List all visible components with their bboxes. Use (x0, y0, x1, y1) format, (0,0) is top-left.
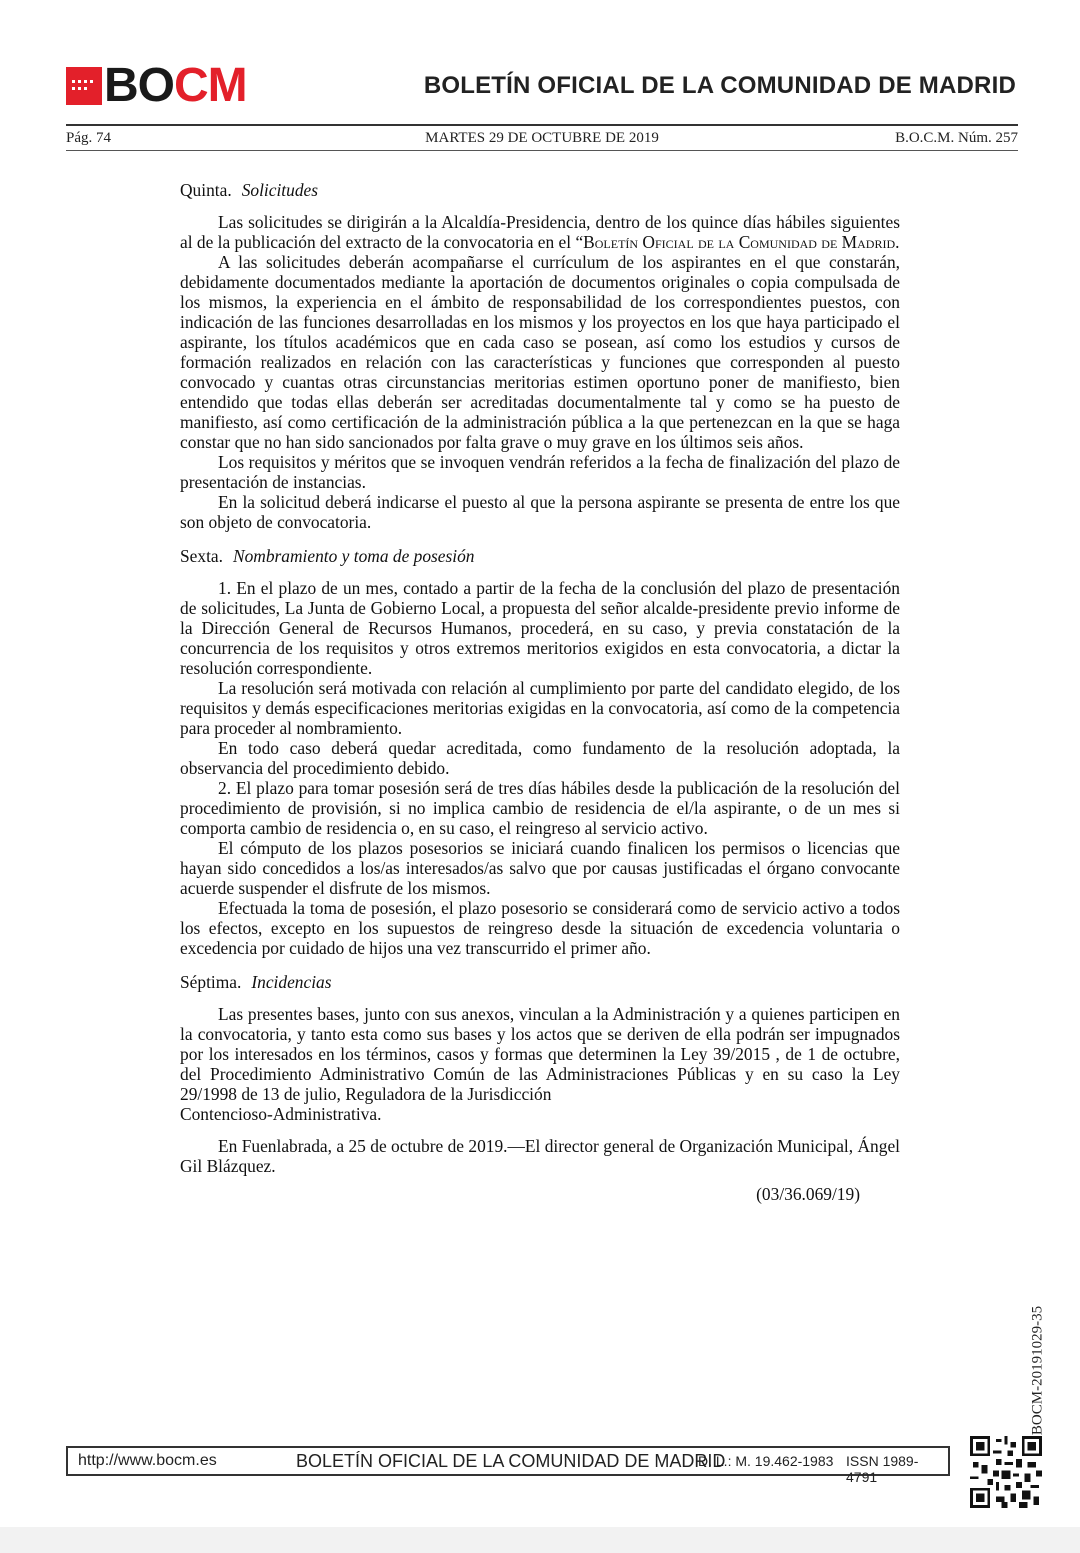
paragraph: A las solicitudes deberán acompañarse el currículum de los aspirantes en el que constarán, debidamente documentados mediante la aportación de documentos originales o copia compulsada de los mismos, la experiencia en el ámbito de responsabilidad de los correspondientes puestos, con indicación de las funciones desarrolladas en los mismos y los proyectos en los que haya participado el aspirante, los títulos académicos que en cada caso se posean, así como los estudios y cursos de formación realizados en relación con las características y funciones que corresponden al puesto convocado y cuantas otras circunstancias meritorias estimen oportuno poner de manifiesto, bien entendido que todas ellas deberán ser acreditadas documentalmente tal y como se ha puesto de manifiesto, así como certificación de la administración pública a la que pertenezcan en la que se haga constar que no han sido sancionados por falta grave o muy grave en los últimos seis años. (180, 252, 900, 452)
page-subheader (66, 128, 1018, 150)
paragraph: En todo caso deberá quedar acreditada, como fundamento de la resolución adoptada, la observancia del procedimiento debido. (180, 738, 900, 778)
issue-number: B.O.C.M. Núm. 257 (895, 130, 1018, 146)
section-heading-sexta: Sexta. Nombramiento y toma de posesión (180, 546, 475, 566)
section-heading-quinta: Quinta. Solicitudes (180, 180, 319, 200)
subheader-divider (66, 150, 1018, 151)
footer-url[interactable]: http://www.bocm.es (78, 1452, 217, 1469)
section-heading-septima: Séptima. Incidencias (180, 972, 332, 992)
publication-title: BOLETÍN OFICIAL DE LA COMUNIDAD DE MADRID (423, 72, 1016, 99)
signature-paragraph: En Fuenlabrada, a 25 de octubre de 2019.—El director general de Organización Municipal, Ángel Gil Blázquez. (180, 1136, 900, 1176)
paragraph: Efectuada la toma de posesión, el plazo posesorio se considerará como de servicio activo a todos los efectos, excepto en los supuestos de reingreso desde la situación de excedencia voluntaria o excedencia por cuidado de hijos una vez transcurrido el primer año. (180, 898, 900, 958)
paragraph: 1. En el plazo de un mes, contado a partir de la fecha de la conclusión del plazo de presentación de solicitudes, La Junta de Gobierno Local, a propuesta del señor alcalde-presidente previo informe de la Dirección General de Recursos Humanos, procederá, en su caso, y previa constatación de la concurrencia de los requisitos y otros extremos meritorios exigidos en esta convocatoria, a dictar la resolución correspondiente. (180, 578, 900, 678)
page-number: Pág. 74 (66, 130, 111, 146)
paragraph: La resolución será motivada con relación al cumplimiento por parte del candidato elegido, de los requisitos y demás especificaciones meritorias exigidas en la convocatoria, así como de la competencia para proceder al nombramiento. (180, 678, 900, 738)
paragraph: Los requisitos y méritos que se invoquen vendrán referidos a la fecha de finalización del plazo de presentación de instancias. (180, 452, 900, 492)
madrid-flag-icon (66, 67, 102, 105)
logo-wordmark: BOCM (104, 59, 247, 112)
paragraph: 2. El plazo para tomar posesión será de tres días hábiles desde la publicación de la resolución del procedimiento de provisión, si no implica cambio de residencia de el/la aspirante, o de un mes si comporta cambio de residencia o, en su caso, el reingreso al servicio activo. (180, 778, 900, 838)
footer-legal-deposit: D. L.: M. 19.462-1983 (698, 1453, 834, 1469)
issue-date: MARTES 29 DE OCTUBRE DE 2019 (425, 130, 659, 146)
footer-title: BOLETÍN OFICIAL DE LA COMUNIDAD DE MADRID (296, 1451, 726, 1471)
header-divider (66, 124, 1018, 126)
truncated-line: Contencioso-Administrativa. (180, 1104, 382, 1124)
qr-code-icon (970, 1436, 1042, 1508)
paragraph: El cómputo de los plazos posesorios se iniciará cuando finalicen los permisos o licencias que hayan sido concedidos a los/as interesados/as salvo que por causas justificadas el órgano convocante acuerde suspender el disfrute de los mismos. (180, 838, 900, 898)
page-footer (66, 1446, 950, 1485)
bocm-logo (66, 59, 247, 112)
side-verification-code: BOCM-20191029-35 (1029, 1305, 1046, 1436)
document-reference: (03/36.069/19) (756, 1184, 860, 1204)
paragraph: En la solicitud deberá indicarse el puesto al que la persona aspirante se presenta de entre los que son objeto de convocatoria. (180, 492, 900, 532)
document-body (180, 180, 900, 1221)
footer-issn: ISSN 1989-4791 (846, 1453, 919, 1485)
paragraph: Las presentes bases, junto con sus anexos, vinculan a la Administración y a quienes participen en la convocatoria, y tanto esta como sus bases y los actos que se deriven de ella podrán ser impugnados por los interesados en los términos, casos y formas que determinen la Ley 39/2015 , de 1 de octubre, del Procedimiento Administrativo Común de las Administraciones Públicas y en su caso la Ley 29/1998 de 13 de julio, Reguladora de la Jurisdicción (180, 1004, 900, 1104)
paragraph: Las solicitudes se dirigirán a la Alcaldía-Presidencia, dentro de los quince días hábiles siguientes al de la publicación del extracto de la convocatoria en el “Boletín Oficial de la Comunidad de Madrid. (180, 212, 900, 252)
